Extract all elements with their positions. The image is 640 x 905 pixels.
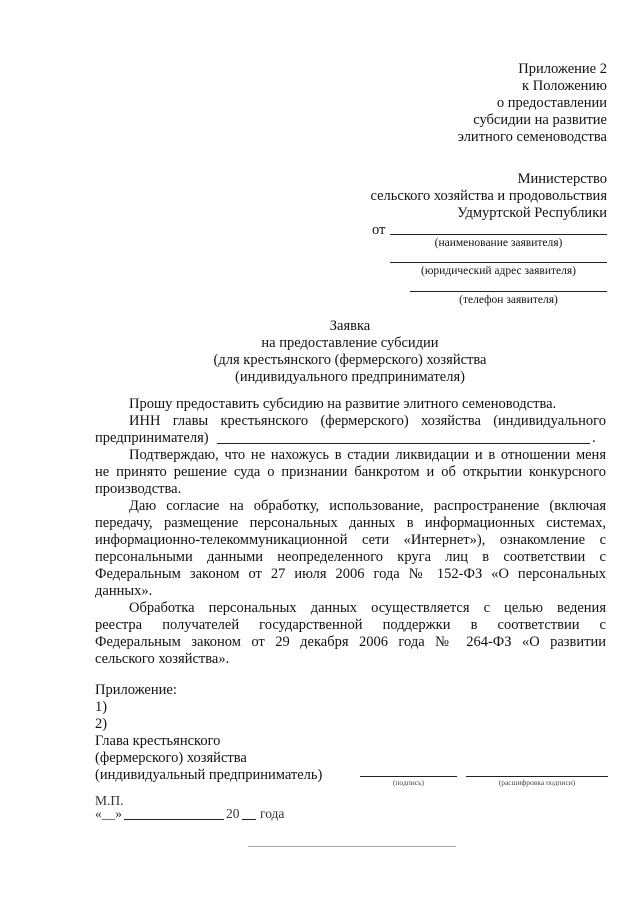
addressee-line: Удмуртской Республики: [457, 205, 607, 221]
paragraph-consent: [95, 498, 606, 600]
text-line: сельского хозяйства».: [95, 651, 230, 667]
signature-caption: (подпись): [392, 778, 425, 787]
addressee-line: сельского хозяйства и продовольствия: [370, 188, 607, 204]
text-line: Подтверждаю, что не нахожусь в стадии ликвидации и в отношении меня: [129, 447, 606, 463]
legal-address-field[interactable]: [390, 262, 607, 263]
signer-role-line: (фермерского) хозяйства: [95, 750, 247, 766]
stamp-label: М.П.: [95, 793, 124, 808]
text-line: передачу, размещение персональных данных в информационных системах,: [95, 515, 606, 531]
appendix-line: о предоставлении: [496, 95, 607, 111]
phone-field[interactable]: [410, 291, 607, 292]
appendix-line: субсидии на развитие: [473, 112, 607, 128]
text-line: Федеральным законом от 29 декабря 2006 года № 264-ФЗ «О развитии: [95, 634, 606, 650]
applicant-name-caption: (наименование заявителя): [434, 237, 563, 249]
text-line: производства.: [95, 481, 182, 497]
signature-field[interactable]: [360, 776, 457, 777]
appendix-line: элитного семеноводства: [457, 129, 607, 145]
addressee-line: Министерство: [517, 171, 607, 187]
signer-role-line: (индивидуальный предприниматель): [95, 767, 323, 783]
paragraph-inn-end: .: [592, 430, 596, 446]
paragraph-processing: [95, 600, 606, 668]
text-line: персональными данными неопределенного круга лиц в соответствии с: [95, 549, 606, 565]
inn-field[interactable]: [217, 443, 590, 444]
paragraph-confirmation: [95, 447, 606, 498]
text-line: информационно-телекоммуникационной сети «Интернет»), ознакомление с: [95, 532, 606, 548]
date-year-prefix: 20: [226, 806, 240, 821]
text-line: реестра получателей государственной поддержки в соответствии с: [95, 617, 606, 633]
applicant-name-field[interactable]: [390, 234, 607, 235]
title-line: Заявка: [329, 318, 371, 334]
text-line: Федеральным законом от 27 июля 2006 года № 152-ФЗ «О персональных: [95, 566, 606, 582]
text-line: данных».: [95, 583, 153, 599]
title-line: (для крестьянского (фермерского) хозяйства: [213, 352, 487, 368]
legal-address-caption: (юридический адрес заявителя): [421, 265, 576, 277]
appendix-line: Приложение 2: [518, 61, 607, 77]
date-year-suffix: года: [260, 806, 285, 821]
date-year-field[interactable]: [242, 819, 256, 820]
title-line: (индивидуального предпринимателя): [235, 369, 465, 385]
title-line: на предоставление субсидии: [261, 335, 439, 351]
signature-decryption-caption: (расшифровка подписи): [498, 778, 576, 787]
date-day-open: «__»: [95, 806, 122, 821]
paragraph-inn-label: предпринимателя): [95, 430, 209, 446]
text-line: Даю согласие на обработку, использование, распространение (включая: [129, 498, 606, 514]
date-month-field[interactable]: [124, 819, 224, 820]
from-label: от: [372, 222, 386, 238]
scan-artifact-line: [248, 846, 456, 847]
signer-role-line: Глава крестьянского: [95, 733, 221, 749]
attachment-item: 2): [95, 716, 108, 732]
text-line: не принято решение суда о признании банкротом и об открытии конкурсного: [95, 464, 606, 480]
signature-decryption-field[interactable]: [466, 776, 608, 777]
paragraph-inn-line1: ИНН главы крестьянского (фермерского) хозяйства (индивидуального: [129, 413, 606, 429]
phone-caption: (телефон заявителя): [459, 294, 558, 306]
paragraph-request: Прошу предоставить субсидию на развитие элитного семеноводства.: [129, 396, 557, 412]
text-line: Обработка персональных данных осуществляется с целью ведения: [129, 600, 606, 616]
attachments-heading: Приложение:: [95, 682, 177, 698]
appendix-line: к Положению: [522, 78, 607, 94]
attachment-item: 1): [95, 699, 108, 715]
